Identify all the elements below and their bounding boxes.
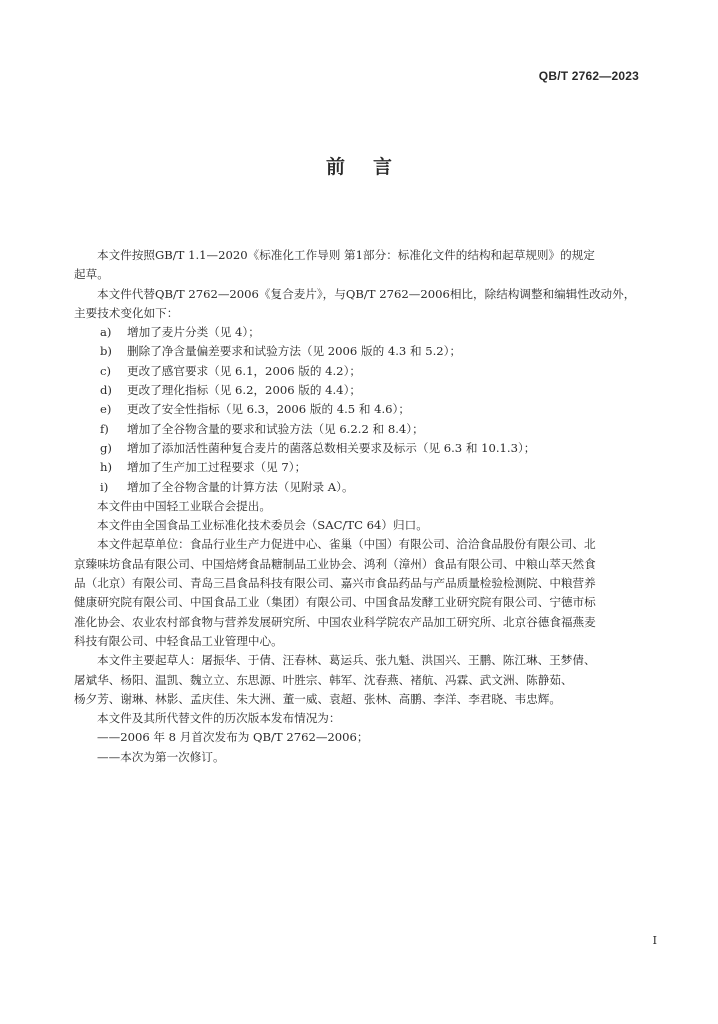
foreword-body [74, 246, 670, 767]
paragraph-line: 本文件主要起草人：屠振华、于倩、汪春林、葛运兵、张九魁、洪国兴、王鹏、陈江琳、王梦倩、 [97, 653, 596, 668]
changes-list [74, 323, 670, 497]
history-intro: 本文件及其所代替文件的历次版本发布情况为： [97, 711, 341, 726]
replacement-paragraph [74, 285, 670, 324]
list-item-text: 增加了麦片分类（见 4）； [127, 325, 260, 340]
list-item-text: 更改了安全性指标（见 6.3，2006 版的 4.5 和 4.6）； [127, 402, 410, 417]
list-item-text: 增加了全谷物含量的计算方法（见附录 A）。 [127, 479, 354, 494]
list-marker: b) [100, 344, 112, 359]
history-item: ——本次为第一次修订。 [97, 749, 225, 764]
list-marker: g) [100, 440, 112, 455]
list-marker: i) [100, 479, 109, 494]
list-item [74, 342, 670, 361]
centralized-by: 本文件由全国食品工业标准化技术委员会（SAC/TC 64）归口。 [97, 518, 428, 533]
list-item [74, 478, 670, 497]
paragraph-line: 屠斌华、杨阳、温凯、魏立立、东思源、叶胜宗、韩军、沈春燕、褚航、冯霖、武文洲、陈静茹、 [74, 672, 573, 687]
list-item [74, 400, 670, 419]
list-marker: c) [100, 363, 112, 378]
paragraph-line: 品（北京）有限公司、青岛三昌食品科技有限公司、嘉兴市食品药品与产品质量检验检测院、中粮营养 [74, 576, 596, 591]
paragraph-line: 本文件按照GB/T 1.1—2020《标准化工作导则 第1部分：标准化文件的结构和起草规则》的规定 [97, 248, 595, 262]
list-marker: d) [100, 383, 112, 398]
list-marker: e) [100, 402, 112, 417]
paragraph-line: 本文件代替QB/T 2762—2006《复合麦片》，与QB/T 2762—2006相比，除结构调整和编辑性改动外， [97, 286, 636, 301]
paragraph-line: 科技有限公司、中轻食品工业管理中心。 [74, 633, 283, 648]
list-item [74, 323, 670, 342]
history-item: ——2006 年 8 月首次发布为 QB/T 2762—2006； [97, 730, 369, 745]
list-item-text: 更改了感官要求（见 6.1，2006 版的 4.2）； [127, 363, 361, 378]
list-item-text: 更改了理化指标（见 6.2，2006 版的 4.4）； [127, 383, 361, 398]
list-item [74, 420, 670, 439]
drafting-units-paragraph [74, 535, 670, 651]
list-marker: h) [100, 460, 112, 475]
paragraph-line: 京臻味坊食品有限公司、中国焙烤食品糖制品工业协会、鸿利（漳州）食品有限公司、中粮山萃天然食 [74, 556, 596, 571]
list-item [74, 381, 670, 400]
list-item [74, 458, 670, 477]
standard-code: QB/T 2762—2023 [538, 69, 639, 83]
list-item-text: 增加了添加活性菌种复合麦片的菌落总数相关要求及标示（见 6.3 和 10.1.3）； [127, 440, 536, 455]
page-title: 前言 [325, 156, 420, 178]
paragraph-line: 本文件起草单位：食品行业生产力促进中心、雀巢（中国）有限公司、洽洽食品股份有限公司、北 [97, 537, 596, 552]
list-marker: f) [100, 421, 109, 436]
list-item-text: 删除了净含量偏差要求和试验方法（见 2006 版的 4.3 和 5.2）； [127, 344, 462, 359]
drafting-rule-paragraph [74, 246, 670, 285]
list-item [74, 439, 670, 458]
list-item-text: 增加了生产加工过程要求（见 7）； [127, 460, 307, 475]
paragraph-line: 健康研究院有限公司、中国食品工业（集团）有限公司、中国食品发酵工业研究院有限公司、宁德市标 [74, 595, 596, 610]
paragraph-line: 主要技术变化如下： [74, 305, 179, 320]
page-number: I [652, 934, 657, 947]
list-marker: a) [100, 325, 112, 340]
drafters-paragraph [74, 651, 670, 709]
paragraph-line: 准化协会、农业农村部食物与营养发展研究所、中国农业科学院农产品加工研究所、北京谷德食福燕麦 [74, 614, 596, 629]
paragraph-line: 起草。 [74, 267, 109, 282]
list-item [74, 362, 670, 381]
proposed-by: 本文件由中国轻工业联合会提出。 [97, 498, 271, 513]
paragraph-line: 杨夕芳、谢琳、林影、孟庆佳、朱大洲、董一威、袁超、张林、高鹏、李洋、李君晓、韦忠辉。 [74, 691, 561, 706]
list-item-text: 增加了全谷物含量的要求和试验方法（见 6.2.2 和 8.4）； [127, 421, 424, 436]
